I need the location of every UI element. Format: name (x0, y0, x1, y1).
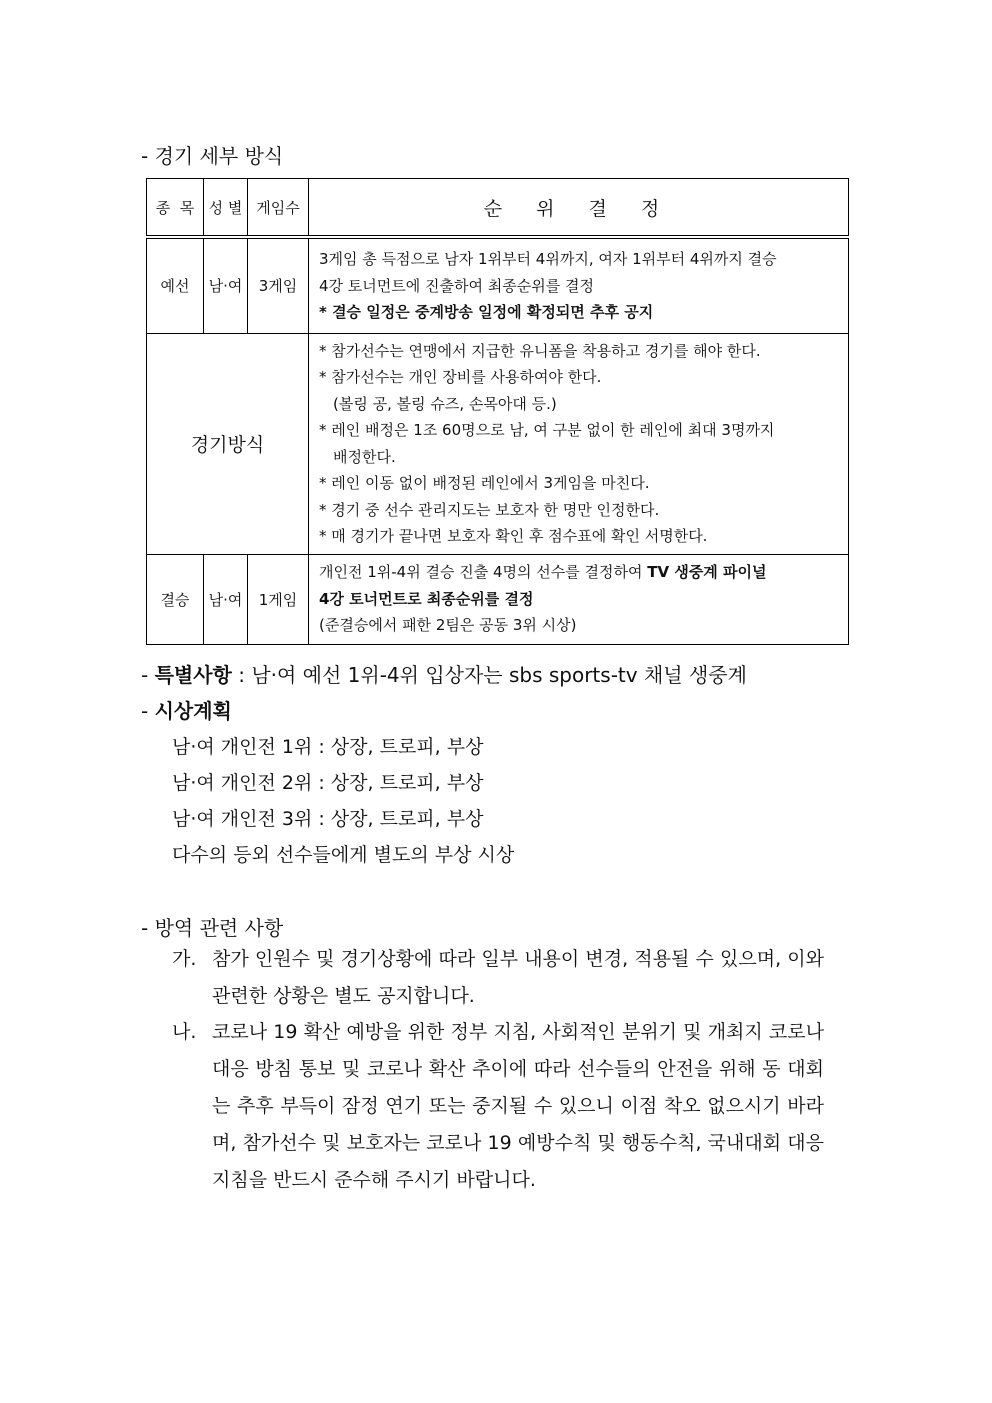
header-ranking: 순 위 결 정 (309, 179, 849, 238)
preliminary-notice: * 결승 일정은 중계방송 일정에 확정되면 추후 공지 (319, 303, 654, 321)
match-details-title: - 경기 세부 방식 (141, 144, 284, 168)
preliminary-line-2: 4강 토너먼트에 진출하여 최종순위를 결정 (319, 276, 594, 295)
award-item-2: 남·여 개인전 2위 : 상장, 트로피, 부상 (172, 772, 484, 794)
award-item-1: 남·여 개인전 1위 : 상장, 트로피, 부상 (172, 736, 484, 758)
method-rule: * 레인 배정은 1조 60명으로 남, 여 구분 없이 한 레인에 최대 3명까지 (319, 421, 775, 439)
final-games: 1게임 (248, 554, 309, 644)
quarantine-text: 코로나 19 확산 예방을 위한 정부 지침, 사회적인 분위기 및 개최지 코로나 대응 방침 통보 및 코로나 확산 추이에 따라 선수들의 안전을 위해 동 대회는 추후 부득이 잠정 연기 또는 중지될 수 있으니 이점 착오 없으시기 바라며, 참가선수 및 보호자는 코로나 19 예방수칙 및 행동수칙, 국내대회 대응 지침을 반드시 준수해 주시기 바랍니다. (212, 1021, 824, 1191)
preliminary-line-1: 3게임 총 득점으로 남자 1위부터 4위까지, 여자 1위부터 4위까지 결승 (319, 250, 777, 268)
method-rule: 배정한다. (333, 447, 396, 466)
awards-title (141, 695, 232, 724)
awards-title-prefix: - (141, 699, 155, 723)
method-label: 경기방식 (147, 333, 309, 554)
quarantine-text: 참가 인원수 및 경기상황에 따라 일부 내용이 변경, 적용될 수 있으며, 이와 관련한 상황은 별도 공지합니다. (212, 948, 824, 1007)
table-row-final (147, 554, 849, 644)
final-line-1-bold: TV 생중계 파이널 (647, 563, 767, 582)
preliminary-event: 예선 (147, 237, 204, 333)
method-rule: * 참가선수는 개인 장비를 사용하여야 한다. (319, 368, 602, 386)
method-rule: * 레인 이동 없이 배정된 레인에서 3게임을 마친다. (319, 474, 650, 492)
method-rule: (볼링 공, 볼링 슈즈, 손목아대 등.) (333, 394, 557, 413)
special-notes-label: 특별사항 (154, 663, 232, 687)
quarantine-marker: 가. (172, 948, 197, 970)
quarantine-marker: 나. (172, 1021, 197, 1043)
header-games: 게임수 (248, 179, 309, 238)
special-notes-prefix: - (141, 663, 155, 687)
header-gender: 성 별 (204, 179, 248, 238)
special-notes-text: : 남·여 예선 1위-4위 입상자는 sbs sports-tv 채널 생중계 (231, 663, 747, 687)
preliminary-gender: 남·여 (204, 237, 248, 333)
award-item-4: 다수의 등외 선수들에게 별도의 부상 시상 (172, 844, 515, 866)
final-gender: 남·여 (204, 554, 248, 644)
table-header-row (147, 179, 849, 238)
final-line-1-text: 개인전 1위-4위 결승 진출 4명의 선수를 결정하여 (319, 563, 648, 582)
final-line-3: (준결승에서 패한 2팀은 공동 3위 시상) (319, 616, 577, 635)
preliminary-ranking (309, 237, 849, 333)
method-rules (309, 333, 849, 554)
table-row-method (147, 333, 849, 554)
final-line-1 (319, 559, 842, 586)
header-event: 종 목 (147, 179, 204, 238)
method-rule: * 매 경기가 끝나면 보호자 확인 후 점수표에 확인 서명한다. (319, 527, 708, 545)
award-item-3: 남·여 개인전 3위 : 상장, 트로피, 부상 (172, 808, 484, 830)
final-event: 결승 (147, 554, 204, 644)
method-rule: * 경기 중 선수 관리지도는 보호자 한 명만 인정한다. (319, 500, 660, 519)
final-ranking (309, 554, 849, 644)
special-notes (141, 659, 747, 688)
quarantine-item-na (172, 1014, 852, 1234)
quarantine-title: - 방역 관련 사항 (141, 916, 284, 940)
preliminary-games: 3게임 (248, 237, 309, 333)
table-row-preliminary (147, 237, 849, 333)
quarantine-item-ga (172, 941, 852, 1021)
method-rule: * 참가선수는 연맹에서 지급한 유니폼을 착용하고 경기를 해야 한다. (319, 341, 761, 360)
awards-title-label: 시상계획 (154, 699, 232, 723)
competition-table (146, 178, 849, 645)
final-line-2: 4강 토너먼트로 최종순위를 결정 (319, 589, 534, 608)
